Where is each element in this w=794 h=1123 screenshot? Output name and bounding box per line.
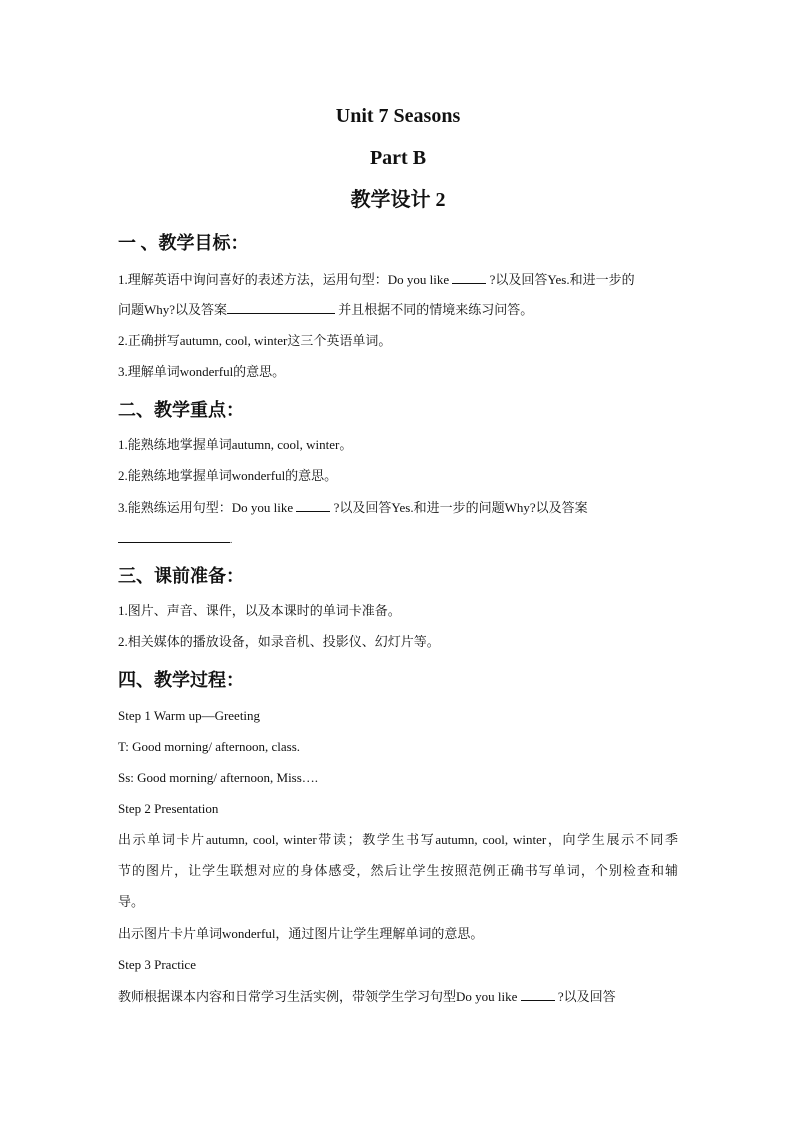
key-point-item-3-line-1 (118, 500, 678, 514)
presentation-paragraph-line-3: 导。 (118, 894, 145, 909)
objective-1-text-c: 问题Why?以及答案 (118, 302, 228, 317)
objective-item-1-line-2 (118, 302, 678, 316)
practice-text-b: ?以及回答 (554, 989, 616, 1004)
objective-item-1-line-1 (118, 272, 678, 286)
step-1-title: Step 1 Warm up—Greeting (118, 708, 261, 723)
teacher-greeting-line: T: Good morning/ afternoon, class. (118, 739, 301, 754)
key-point-item-3-line-2 (118, 531, 678, 545)
doc-title-unit: Unit 7 Seasons (335, 105, 461, 127)
presentation-paragraph-line-1: 出示单词卡片autumn, cool, winter带读；教学生书写autumn, cool, winter，向学生展示不同季 (118, 832, 678, 847)
objective-item-3: 3.理解单词wonderful的意思。 (118, 364, 286, 379)
presentation-paragraph-line-2: 节的图片，让学生联想对应的身体感受，然后让学生按照范例正确书写单词，个别检查和辅 (118, 863, 678, 878)
key-point-item-1: 1.能熟练地掌握单词autumn, cool, winter。 (118, 437, 353, 452)
step-3-title: Step 3 Practice (118, 957, 196, 972)
section-heading-objectives: 一 、教学目标： (118, 233, 249, 253)
fill-blank (452, 272, 486, 284)
objective-1-text-b: ?以及回答Yes.和进一步的 (486, 272, 635, 287)
fill-blank (227, 302, 335, 314)
students-greeting-line: Ss: Good morning/ afternoon, Miss…. (118, 770, 319, 785)
section-heading-preparation: 三、课前准备： (118, 566, 244, 586)
fill-blank (296, 500, 330, 512)
key-point-3-text-a: 3.能熟练运用句型：Do you like (118, 500, 297, 515)
presentation-paragraph-2: 出示图片卡片单词wonderful，通过图片让学生理解单词的意思。 (118, 926, 484, 941)
objective-item-2: 2.正确拼写autumn, cool, winter这三个英语单词。 (118, 333, 392, 348)
preparation-item-2: 2.相关媒体的播放设备，如录音机、投影仪、幻灯片等。 (118, 634, 440, 649)
practice-text-a: 教师根据课本内容和日常学习生活实例，带领学生学习句型Do you like (118, 989, 521, 1004)
practice-paragraph-line-1 (118, 989, 678, 1003)
key-point-item-2: 2.能熟练地掌握单词wonderful的意思。 (118, 468, 338, 483)
objective-1-text-a: 1.理解英语中询问喜好的表述方法，运用句型：Do you like (118, 272, 453, 287)
preparation-item-1: 1.图片、声音、课件，以及本课时的单词卡准备。 (118, 603, 401, 618)
section-heading-process: 四、教学过程： (118, 670, 244, 690)
section-heading-key-points: 二、教学重点： (118, 400, 244, 420)
doc-title-part: Part B (369, 147, 427, 169)
fill-blank (521, 989, 555, 1001)
step-2-title: Step 2 Presentation (118, 801, 219, 816)
objective-1-text-d: 并且根据不同的情境来练习问答。 (335, 302, 534, 317)
key-point-3-end: . (230, 535, 233, 545)
fill-blank (118, 531, 233, 545)
key-point-3-text-b: ?以及回答Yes.和进一步的问题Why?以及答案 (330, 500, 588, 515)
doc-title-design: 教学设计 2 (350, 189, 446, 211)
